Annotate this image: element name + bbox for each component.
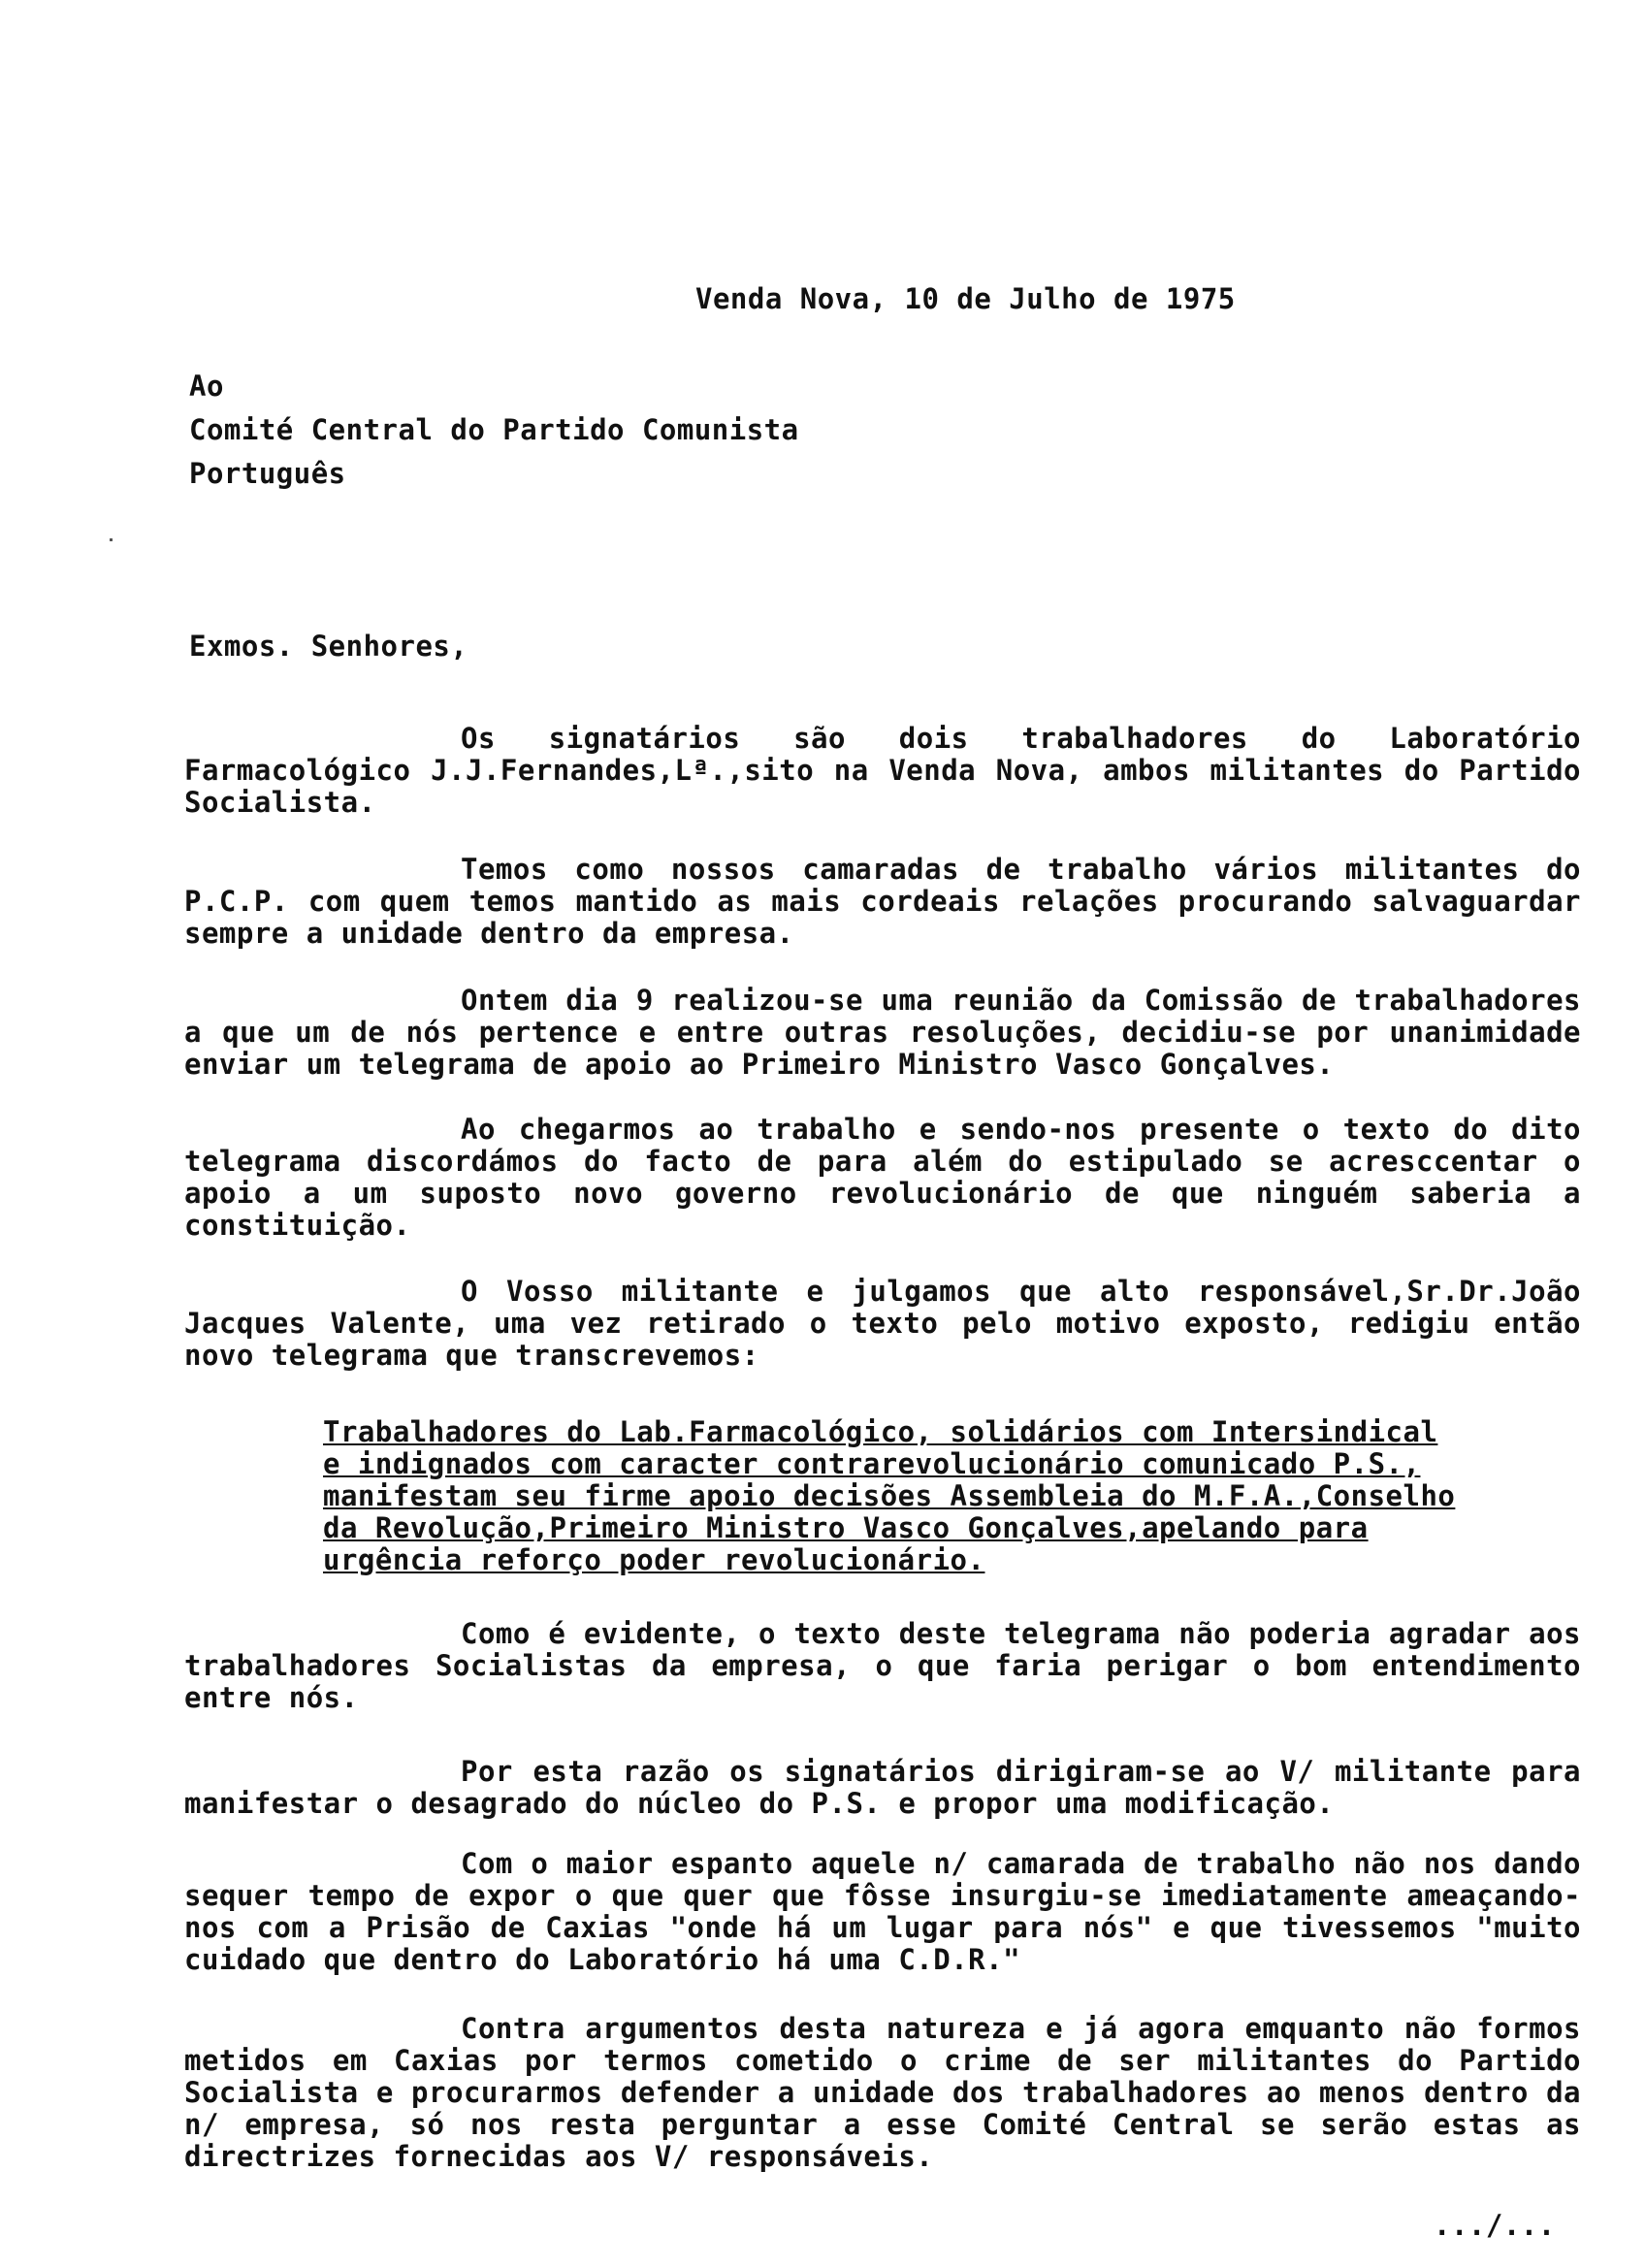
paragraph-7: Por esta razão os signatários dirigiram-se ao V/ militante para manifestar o desagrado do núcleo do P.S. e propor uma modificação. [184, 1755, 1581, 1820]
paragraph-6: Como é evidente, o texto deste telegrama não poderia agradar aos trabalhadores Socialistas da empresa, o que faria perigar o bom entendimento entre nós. [184, 1617, 1581, 1714]
paragraph-1: Os signatários são dois trabalhadores do Laboratório Farmacológico J.J.Fernandes,Lª.,sito na Venda Nova, ambos militantes do Partido Socialista. [184, 722, 1581, 819]
recipient-line-1: Ao [189, 370, 224, 403]
place-date: Venda Nova, 10 de Julho de 1975 [695, 282, 1236, 315]
paragraph-4: Ao chegarmos ao trabalho e sendo-nos presente o texto do dito telegrama discordámos do facto de para além do estipulado se acresccentar o apoio a um suposto novo governo revolucionário de que ninguém saberia a constituição. [184, 1113, 1581, 1242]
salutation: Exmos. Senhores, [189, 630, 468, 663]
paragraph-9: Contra argumentos desta natureza e já agora emquanto não formos metidos em Caxias por termos cometido o crime de ser militantes do Partido Socialista e procurarmos defender a unidade dos trabalhadores ao menos dentro da n/ empresa, só nos resta perguntar a esse Comité Central se serão estas as directrizes fornecidas aos V/ responsáveis. [184, 2012, 1581, 2173]
paragraph-3: Ontem dia 9 realizou-se uma reunião da Comissão de trabalhadores a que um de nós pertence e entre outras resoluções, decidiu-se por unanimidade enviar um telegrama de apoio ao Primeiro Ministro Vasco Gonçalves. [184, 984, 1581, 1081]
paragraph-5: O Vosso militante e julgamos que alto responsável,Sr.Dr.João Jacques Valente, uma vez retirado o texto pelo motivo exposto, redigiu então novo telegrama que transcrevemos: [184, 1275, 1581, 1372]
recipient-line-3: Português [189, 457, 346, 490]
paragraph-8: Com o maior espanto aquele n/ camarada de trabalho não nos dando sequer tempo de expor o que quer que fôsse insurgiu-se imediatamente ameaçando-nos com a Prisão de Caxias "onde há um lugar para nós" e que tivessemos "muito cuidado que dentro do Laboratório há uma C.D.R." [184, 1847, 1581, 1976]
recipient-line-2: Comité Central do Partido Comunista [189, 413, 799, 446]
paragraph-2: Temos como nossos camaradas de trabalho vários militantes do P.C.P. com quem temos mantido as mais cordeais relações procurando salvaguardar sempre a unidade dentro da empresa. [184, 853, 1581, 950]
stray-mark [110, 538, 113, 541]
continuation-mark: .../... [1434, 2209, 1556, 2242]
telegram-quote: Trabalhadores do Lab.Farmacológico, solidários com Intersindical e indignados com caracter contrarevolucionário comunicado P.S., manifestam seu firme apoio decisões Assembleia do M.F.A.,Conselho da Revolução,Primeiro Ministro Vasco Gonçalves,apelando para urgência reforço poder revolucionário. [323, 1415, 1456, 1576]
